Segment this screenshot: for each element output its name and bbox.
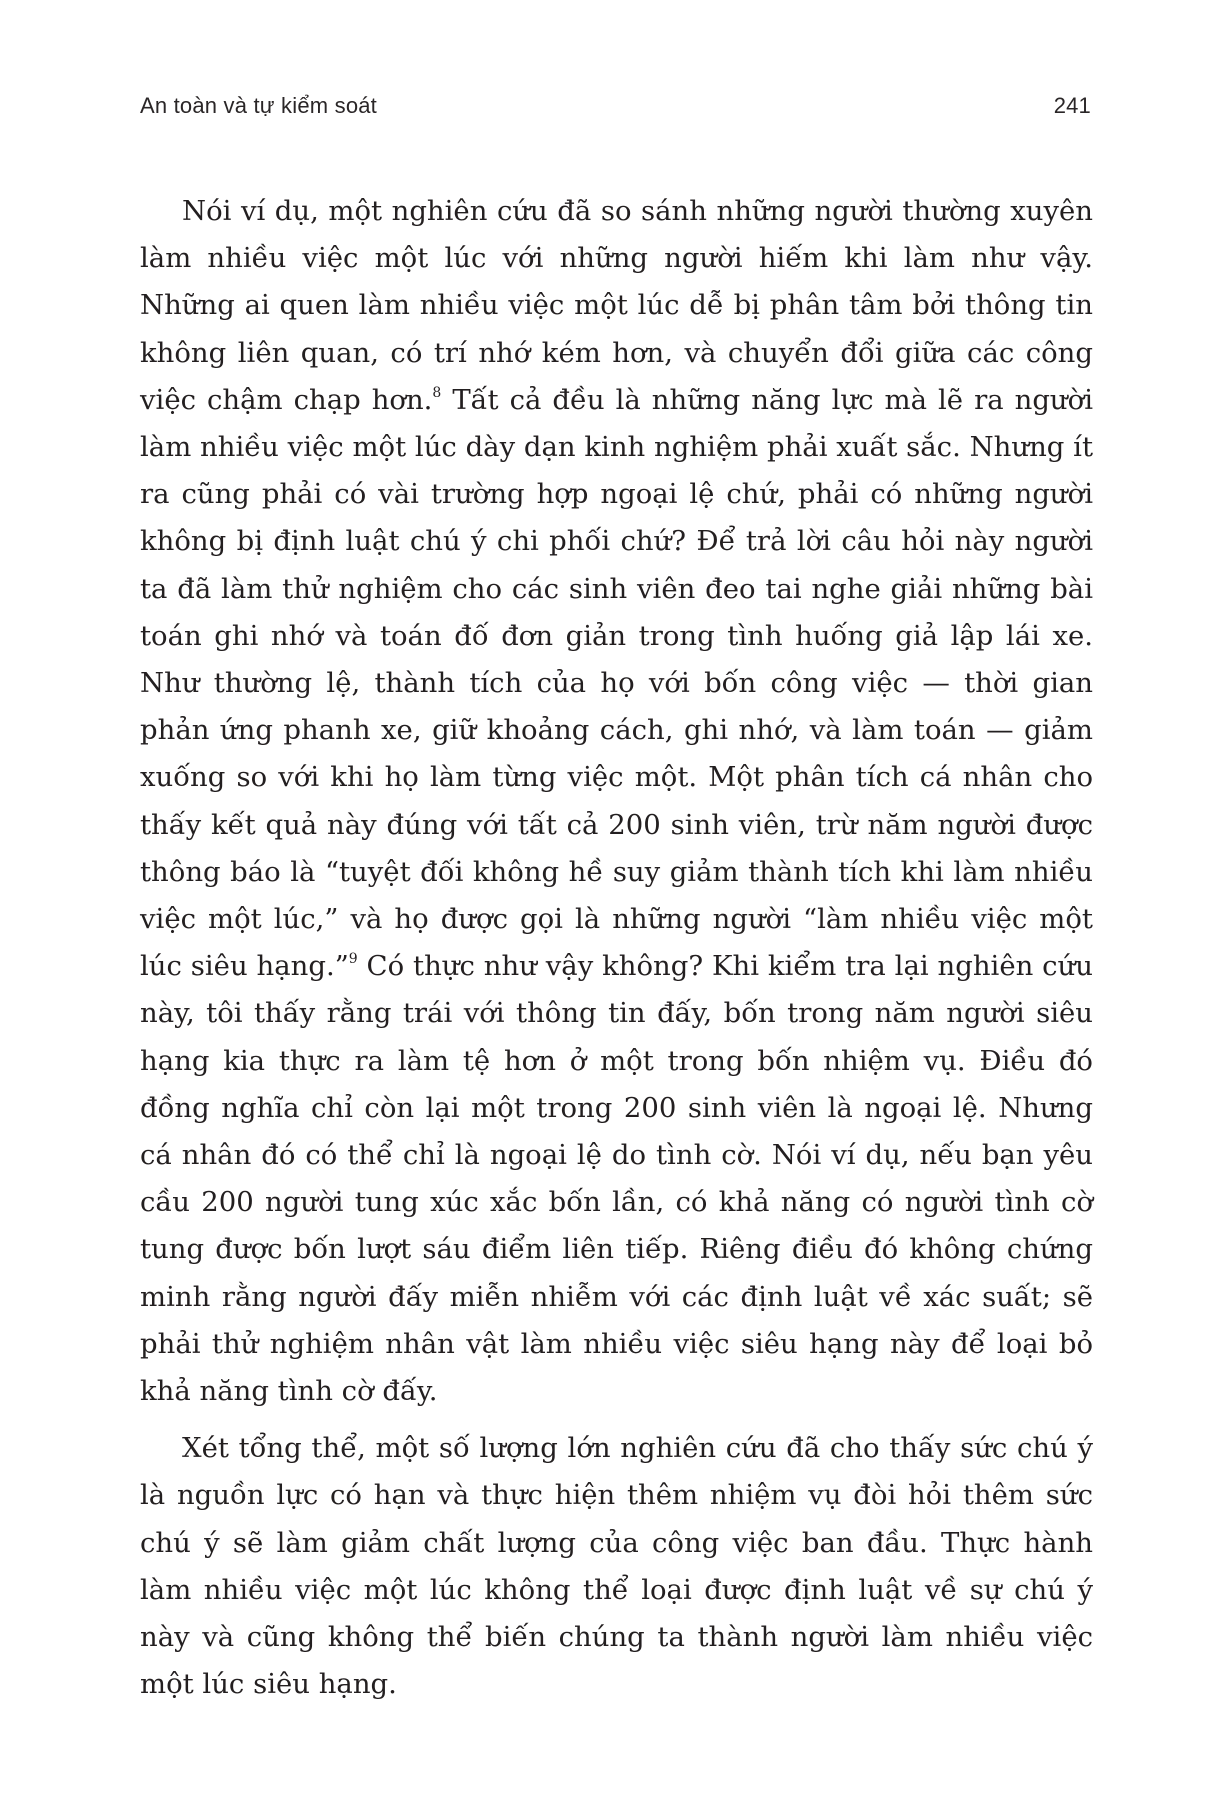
text-run: Có thực như vậy không? Khi kiểm tra lại nghiên cứu này, tôi thấy rằng trái với thông tin đấy, bốn trong năm người siêu hạng kia thực ra làm tệ hơn ở một trong bốn nhiệm vụ. Điều đó đồng nghĩa chỉ còn lại một trong 200 sinh viên là ngoại lệ. Nhưng cá nhân đó có thể chỉ là ngoại lệ do tình cờ. Nói ví dụ, nếu bạn yêu cầu 200 người tung xúc xắc bốn lần, có khả năng có người tình cờ tung được bốn lượt sáu điểm liên tiếp. Riêng điều đó không chứng minh rằng người đấy miễn nhiễm với các định luật về xác suất; sẽ phải thử nghiệm nhân vật làm nhiều việc siêu hạng này để loại bỏ khả năng tình cờ đấy. — [140, 950, 1093, 1408]
paragraph — [140, 188, 1093, 1415]
footnote-marker[interactable]: 9 — [348, 951, 358, 968]
text-run: Xét tổng thể, một số lượng lớn nghiên cứu đã cho thấy sức chú ý là nguồn lực có hạn và thực hiện thêm nhiệm vụ đòi hỏi thêm sức chú ý sẽ làm giảm chất lượng của công việc ban đầu. Thực hành làm nhiều việc một lúc không thể loại được định luật về sự chú ý này và cũng không thể biến chúng ta thành người làm nhiều việc một lúc siêu hạng. — [140, 1432, 1093, 1701]
page-number: 241 — [1053, 93, 1091, 118]
paragraph — [140, 1425, 1093, 1708]
text-run: Nói ví dụ, một nghiên cứu đã so sánh những người thường xuyên làm nhiều việc một lúc với những người hiếm khi làm như vậy. Những ai quen làm nhiều việc một lúc dễ bị phân tâm bởi thông tin không liên quan, có trí nhớ kém hơn, và chuyển đổi giữa các công việc chậm chạp hơn. — [140, 195, 1093, 416]
footnote-marker[interactable]: 8 — [432, 384, 442, 401]
chapter-title: An toàn và tự kiểm soát — [140, 93, 377, 118]
body-text — [140, 188, 1093, 1709]
running-header — [140, 88, 1091, 124]
text-run: Tất cả đều là những năng lực mà lẽ ra người làm nhiều việc một lúc dày dạn kinh nghiệm phải xuất sắc. Nhưng ít ra cũng phải có vài trường hợp ngoại lệ chứ, phải có những người không bị định luật chú ý chi phối chứ? Để trả lời câu hỏi này người ta đã làm thử nghiệm cho các sinh viên đeo tai nghe giải những bài toán ghi nhớ và toán đố đơn giản trong tình huống giả lập lái xe. Như thường lệ, thành tích của họ với bốn công việc — thời gian phản ứng phanh xe, giữ khoảng cách, ghi nhớ, và làm toán — giảm xuống so với khi họ làm từng việc một. Một phân tích cá nhân cho thấy kết quả này đúng với tất cả 200 sinh viên, trừ năm người được thông báo là “tuyệt đối không hề suy giảm thành tích khi làm nhiều việc một lúc,” và họ được gọi là những người “làm nhiều việc một lúc siêu hạng.” — [140, 383, 1093, 983]
